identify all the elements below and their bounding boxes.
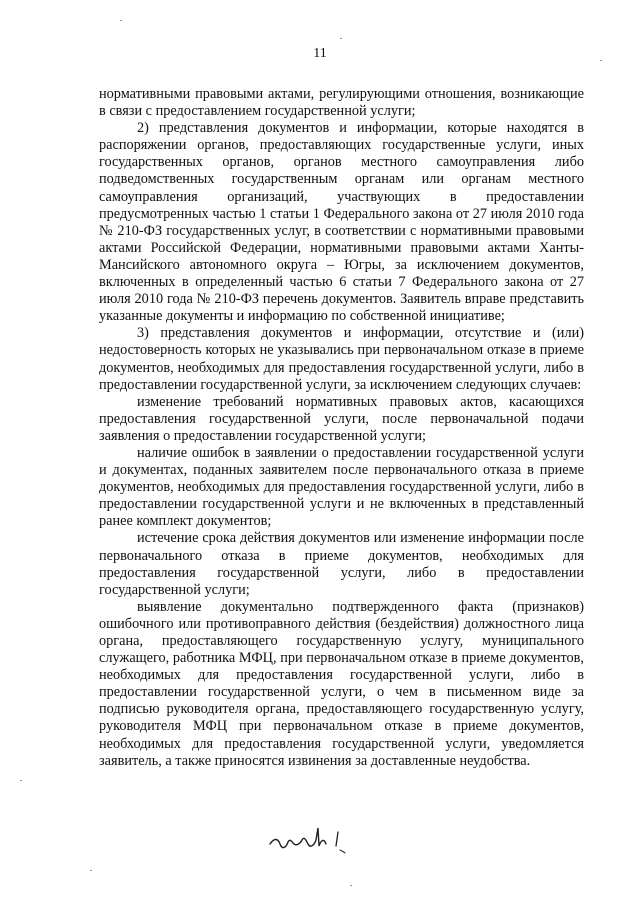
paragraph-continuation: нормативными правовыми актами, регулирующими отношения, возникающие в связи с предоставлением государственной услуги; xyxy=(99,86,584,120)
page-number: 11 xyxy=(313,46,327,61)
paragraph-item-3: 3) представления документов и информации, отсутствие и (или) недостоверность которых не указывались при первоначальном отказе в приеме документов, необходимых для предоставления государственной услуги, либо в предоставлении государственной услуги, за исключением следующих случаев: xyxy=(99,325,584,393)
paragraph-case-expiry: истечение срока действия документов или изменение информации после первоначального отказа в приеме документов, необходимых для предоставления государственной услуги, либо в предоставлении государственной услуги; xyxy=(99,530,584,598)
scan-speck xyxy=(90,870,92,871)
handwritten-signature xyxy=(266,820,356,860)
scan-speck xyxy=(120,20,122,21)
paragraph-case-errors: наличие ошибок в заявлении о предоставлении государственной услуги и документах, поданных заявителем после первоначального отказа в приеме документов, необходимых для предоставления государственной услуги, либо в предоставлении государственной услуги и не включенных в представленный ранее комплект документов; xyxy=(99,444,584,530)
document-body xyxy=(99,86,584,770)
paragraph-case-wrongful-action: выявление документально подтвержденного факта (признаков) ошибочного или противоправного действия (бездействия) должностного лица органа, предоставляющего государственную услугу, муниципального служащего, работника МФЦ, при первоначальном отказе в приеме документов, необходимых для предоставления государственной услуги, либо в предоставлении государственной услуги, о чем в письменном виде за подписью руководителя органа, предоставляющего государственную услугу, руководителя МФЦ при первоначальном отказе в приеме документов, необходимых для предоставления государственной услуги, уведомляется заявитель, а также приносятся извинения за доставленные неудобства. xyxy=(99,598,584,769)
scan-speck xyxy=(600,60,602,61)
scan-speck xyxy=(350,885,352,886)
scan-speck xyxy=(20,780,22,781)
paragraph-case-regulation-change: изменение требований нормативных правовых актов, касающихся предоставления государственной услуги, после первоначальной подачи заявления о предоставлении государственной услуги; xyxy=(99,393,584,444)
scan-speck xyxy=(340,38,342,39)
paragraph-item-2: 2) представления документов и информации, которые находятся в распоряжении органов, предоставляющих государственные услуги, иных государственных органов, органов местного самоуправления либо подведомственных государственным органам или органам местного самоуправления организаций, участвующих в предоставлении предусмотренных частью 1 статьи 1 Федерального закона от 27 июля 2010 года № 210-ФЗ государственных услуг, в соответствии с нормативными правовыми актами Российской Федерации, нормативными правовыми актами Ханты-Мансийского автономного округа – Югры, за исключением документов, включенных в определенный частью 6 статьи 7 Федерального закона от 27 июля 2010 года № 210-ФЗ перечень документов. Заявитель вправе представить указанные документы и информацию по собственной инициативе; xyxy=(99,120,584,325)
